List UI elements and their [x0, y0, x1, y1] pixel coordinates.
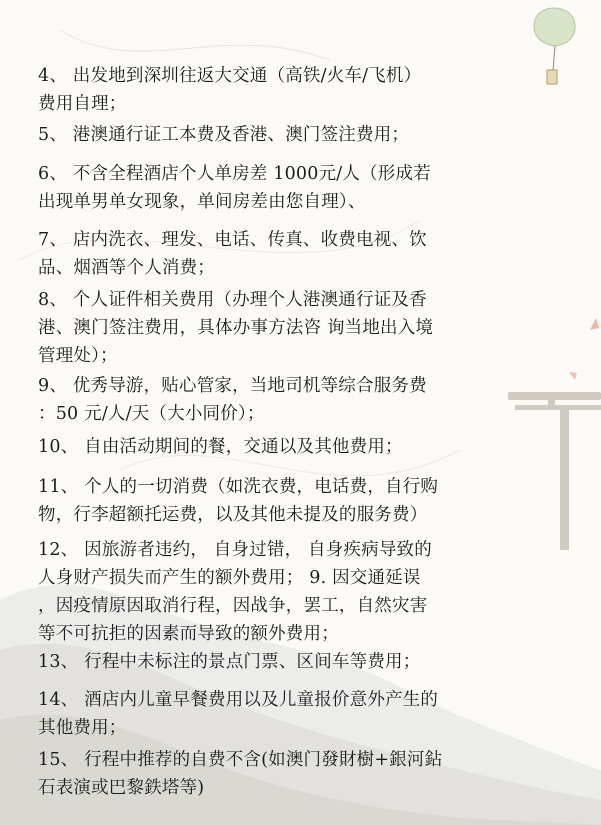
list-item-line: 10、 自由活动期间的餐，交通以及其他费用；: [38, 437, 403, 457]
list-item-line: 品、烟酒等个人消费；: [38, 258, 215, 278]
list-item-line: 管理处）；: [38, 346, 118, 366]
list-item-line: 物，行李超额托运费，以及其他未提及的服务费）: [38, 505, 428, 525]
list-item-line: 14、 酒店内儿童早餐费用以及儿童报价意外产生的: [38, 690, 439, 710]
list-item-line: 8、 个人证件相关费用（办理个人港澳通行证及香: [38, 290, 427, 310]
list-item-line: 人身财产损失而产生的额外费用； 9. 因交通延误: [38, 568, 421, 588]
list-item-line: ：50 元/人/天（大小同价）；: [38, 404, 265, 424]
list-item: [38, 433, 586, 461]
list-item-line: 12、 因旅游者违约， 自身过错， 自身疾病导致的: [38, 540, 432, 560]
list-item: [38, 686, 586, 742]
list-item-line: 其他费用；: [38, 718, 127, 738]
list-item-line: 港、澳门签注费用，具体办事方法咨 询当地出入境: [38, 318, 434, 338]
list-item-line: 4、 出发地到深圳往返大交通（高铁/火车/飞机）: [38, 66, 422, 86]
list-item: [38, 372, 586, 428]
list-item: [38, 160, 586, 216]
list-item: [38, 62, 586, 118]
list-item: [38, 121, 586, 149]
list-item: [38, 473, 586, 529]
list-item-line: 费用自理；: [38, 94, 127, 114]
list-item-line: 11、 个人的一切消费（如洗衣费，电话费，自行购: [38, 477, 439, 497]
list-item: [38, 648, 586, 676]
list-item: [38, 286, 586, 370]
list-item-line: 石表演或巴黎鉄塔等): [38, 778, 205, 798]
list-item-line: 15、 行程中推荐的自费不含(如澳门發財樹+銀河鉆: [38, 750, 443, 770]
list-item-line: 出现单男单女现象，单间房差由您自理）、: [38, 192, 366, 212]
list-item: [38, 746, 586, 802]
list-item: [38, 226, 586, 282]
list-item-line: ，因疫情原因取消行程，因战争，罢工，自然灾害: [38, 596, 428, 616]
list-item-line: 6、 不含全程酒店个人单房差 1000元/人（形成若: [38, 164, 431, 184]
list-item: [38, 536, 586, 648]
list-item-line: 7、 店内洗衣、理发、电话、传真、收费电视、饮: [38, 230, 427, 250]
list-item-line: 5、 港澳通行证工本费及香港、澳门签注费用；: [38, 125, 410, 145]
list-item-line: 13、 行程中未标注的景点门票、区间车等费用；: [38, 652, 421, 672]
list-item-line: 等不可抗拒的因素而导致的额外费用；: [38, 624, 339, 644]
list-item-line: 9、 优秀导游，贴心管家，当地司机等综合服务费: [38, 376, 427, 396]
